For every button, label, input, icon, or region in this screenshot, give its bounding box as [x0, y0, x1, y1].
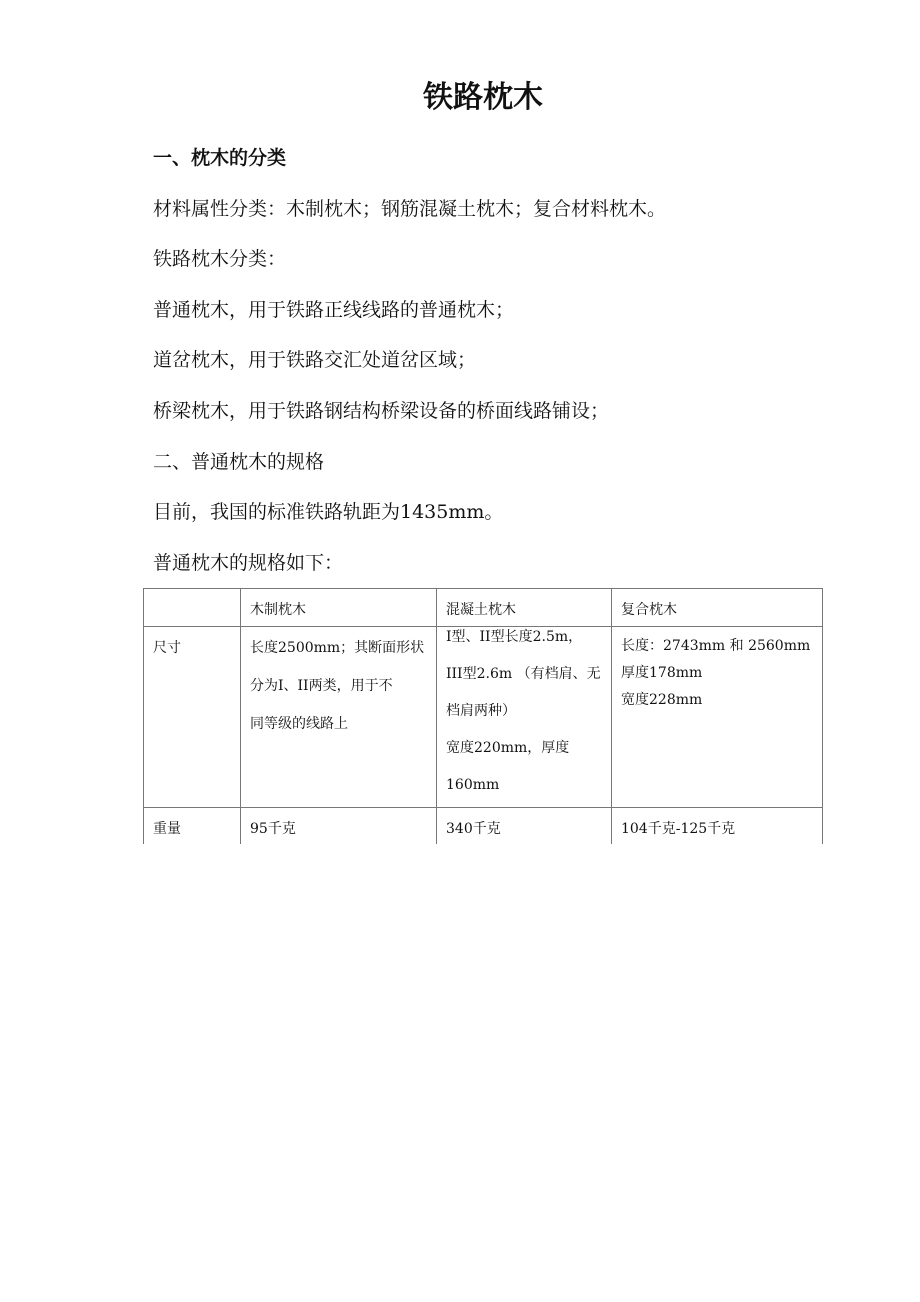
- table-header-cell: 混凝土枕木: [437, 589, 612, 627]
- cell-concrete-weight: 340千克: [437, 808, 612, 845]
- cell-wood-size: [241, 627, 437, 808]
- cell-line: 同等级的线路上: [250, 716, 348, 732]
- cell-line: 160mm: [446, 777, 500, 793]
- cell-wood-weight: 95千克: [241, 808, 437, 845]
- cell-line: I型、II型长度2.5m，: [446, 629, 583, 645]
- cell-line: 档肩两种）: [446, 703, 516, 719]
- table-header-row: [144, 589, 823, 627]
- paragraph-rail-sleeper-types: 铁路枕木分类：: [153, 248, 287, 270]
- document-title: 铁路枕木: [423, 80, 543, 115]
- table-header-cell: 复合枕木: [612, 589, 823, 627]
- paragraph-ordinary-sleeper: 普通枕木，用于铁路正线线路的普通枕木；: [153, 299, 515, 321]
- cell-line: 厚度178mm: [621, 665, 703, 681]
- cell-line: 宽度228mm: [621, 692, 703, 708]
- cell-line: 宽度220mm，厚度: [446, 740, 570, 756]
- cell-concrete-size: [437, 627, 612, 808]
- section-heading-specifications: 二、普通枕木的规格: [153, 451, 325, 473]
- table-header-cell: [144, 589, 241, 627]
- cell-line: 分为I、II两类，用于不: [250, 678, 393, 694]
- spec-table: [143, 588, 823, 844]
- cell-line: 长度：2743mm 和 2560mm: [621, 638, 811, 654]
- cell-line: III型2.6m （有档肩、无: [446, 666, 601, 682]
- section-heading-classification: 一、枕木的分类: [153, 147, 287, 169]
- paragraph-material-classification: 材料属性分类：木制枕木；钢筋混凝土枕木；复合材料枕木。: [153, 198, 667, 220]
- paragraph-track-gauge: 目前，我国的标准铁路轨距为1435mm。: [153, 501, 504, 523]
- paragraph-bridge-sleeper: 桥梁枕木，用于铁路钢结构桥梁设备的桥面线路铺设；: [153, 400, 610, 422]
- table-row-size: [144, 627, 823, 808]
- table-row-weight: [144, 808, 823, 845]
- cell-composite-size: [612, 627, 823, 808]
- cell-line: 长度2500mm；其断面形状: [250, 640, 425, 656]
- row-label-weight: 重量: [144, 808, 241, 845]
- row-label-size: 尺寸: [144, 627, 241, 808]
- paragraph-spec-intro: 普通枕木的规格如下：: [153, 552, 344, 574]
- cell-composite-weight: 104千克-125千克: [612, 808, 823, 845]
- paragraph-turnout-sleeper: 道岔枕木，用于铁路交汇处道岔区域；: [153, 349, 477, 371]
- table-header-cell: 木制枕木: [241, 589, 437, 627]
